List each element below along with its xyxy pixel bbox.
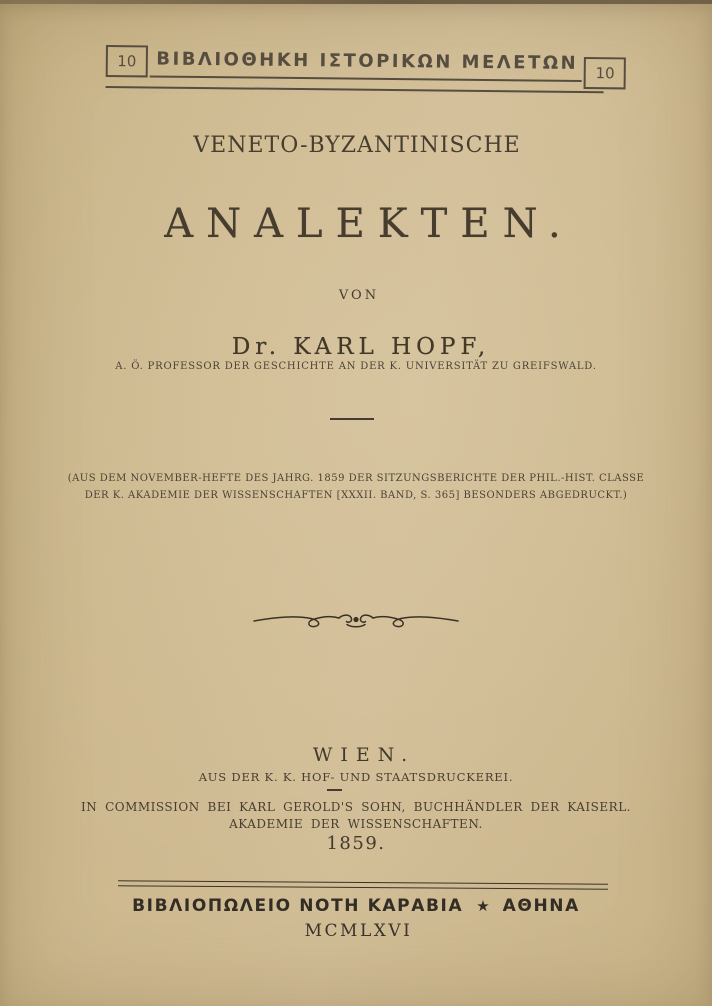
library-stamp-row	[106, 45, 615, 89]
author-name: Dr. KARL HOPF,	[231, 334, 491, 360]
byline-von: VON	[338, 288, 380, 303]
divider-rule	[330, 418, 374, 420]
commission-line1: IN COMMISSION BEI KARL GEROLD'S SOHN, BUCHHÄNDLER DER KAISERL.	[81, 800, 631, 814]
bookseller-city: ΑΘΗΝΑ	[502, 896, 580, 916]
publisher-city: WIEN.	[312, 744, 416, 766]
bookseller-year: MCMLXVI	[304, 921, 413, 941]
stamp-title: ΒΙΒΛΙΟΘΗΚΗ ΙΣΤΟΡΙΚΩΝ ΜΕΛΕΤΩΝ	[156, 48, 579, 74]
publication-year: 1859.	[326, 833, 386, 854]
scan-top-edge	[0, 0, 712, 4]
stamp-number-right: 10	[595, 64, 615, 83]
publisher-printer: AUS DER K. K. HOF- UND STAATSDRUCKEREI.	[198, 770, 514, 784]
library-stamp	[106, 45, 615, 89]
bookseller-name: ΒΙΒΛΙΟΠΩΛΕΙΟ ΝΟΤΗ ΚΑΡΑΒΙΑ	[132, 896, 464, 916]
star-icon: ★	[476, 897, 490, 915]
dash-divider	[327, 789, 342, 791]
double-rule	[118, 880, 608, 889]
main-title: ANALEKTEN.	[164, 201, 574, 247]
stamp-number-box-left	[106, 45, 148, 77]
commission-line2: AKADEMIE DER WISSENSCHAFTEN.	[229, 817, 483, 831]
series-title: VENETO-BYZANTINISCHE	[193, 133, 521, 158]
stamp-number-box-right	[584, 57, 626, 89]
author-affiliation: A. Ö. PROFESSOR DER GESCHICHTE AN DER K. UNIVERSITÄT ZU GREIFSWALD.	[115, 361, 597, 372]
flourish-ornament	[251, 606, 461, 632]
imprint-note	[0, 471, 712, 504]
stamp-number-left: 10	[117, 52, 137, 71]
bookseller-stamp	[0, 896, 712, 916]
imprint-note-line2: DER K. AKADEMIE DER WISSENSCHAFTEN [XXXII. BAND, S. 365] BESONDERS ABGEDRUCKT.)	[84, 489, 628, 501]
imprint-note-line1: (AUS DEM NOVEMBER-HEFTE DES JAHRG. 1859 DER SITZUNGSBERICHTE DER PHIL.-HIST. CLASSE	[67, 473, 645, 484]
stamp-title-underline	[150, 45, 583, 82]
flourish-svg	[251, 606, 461, 632]
